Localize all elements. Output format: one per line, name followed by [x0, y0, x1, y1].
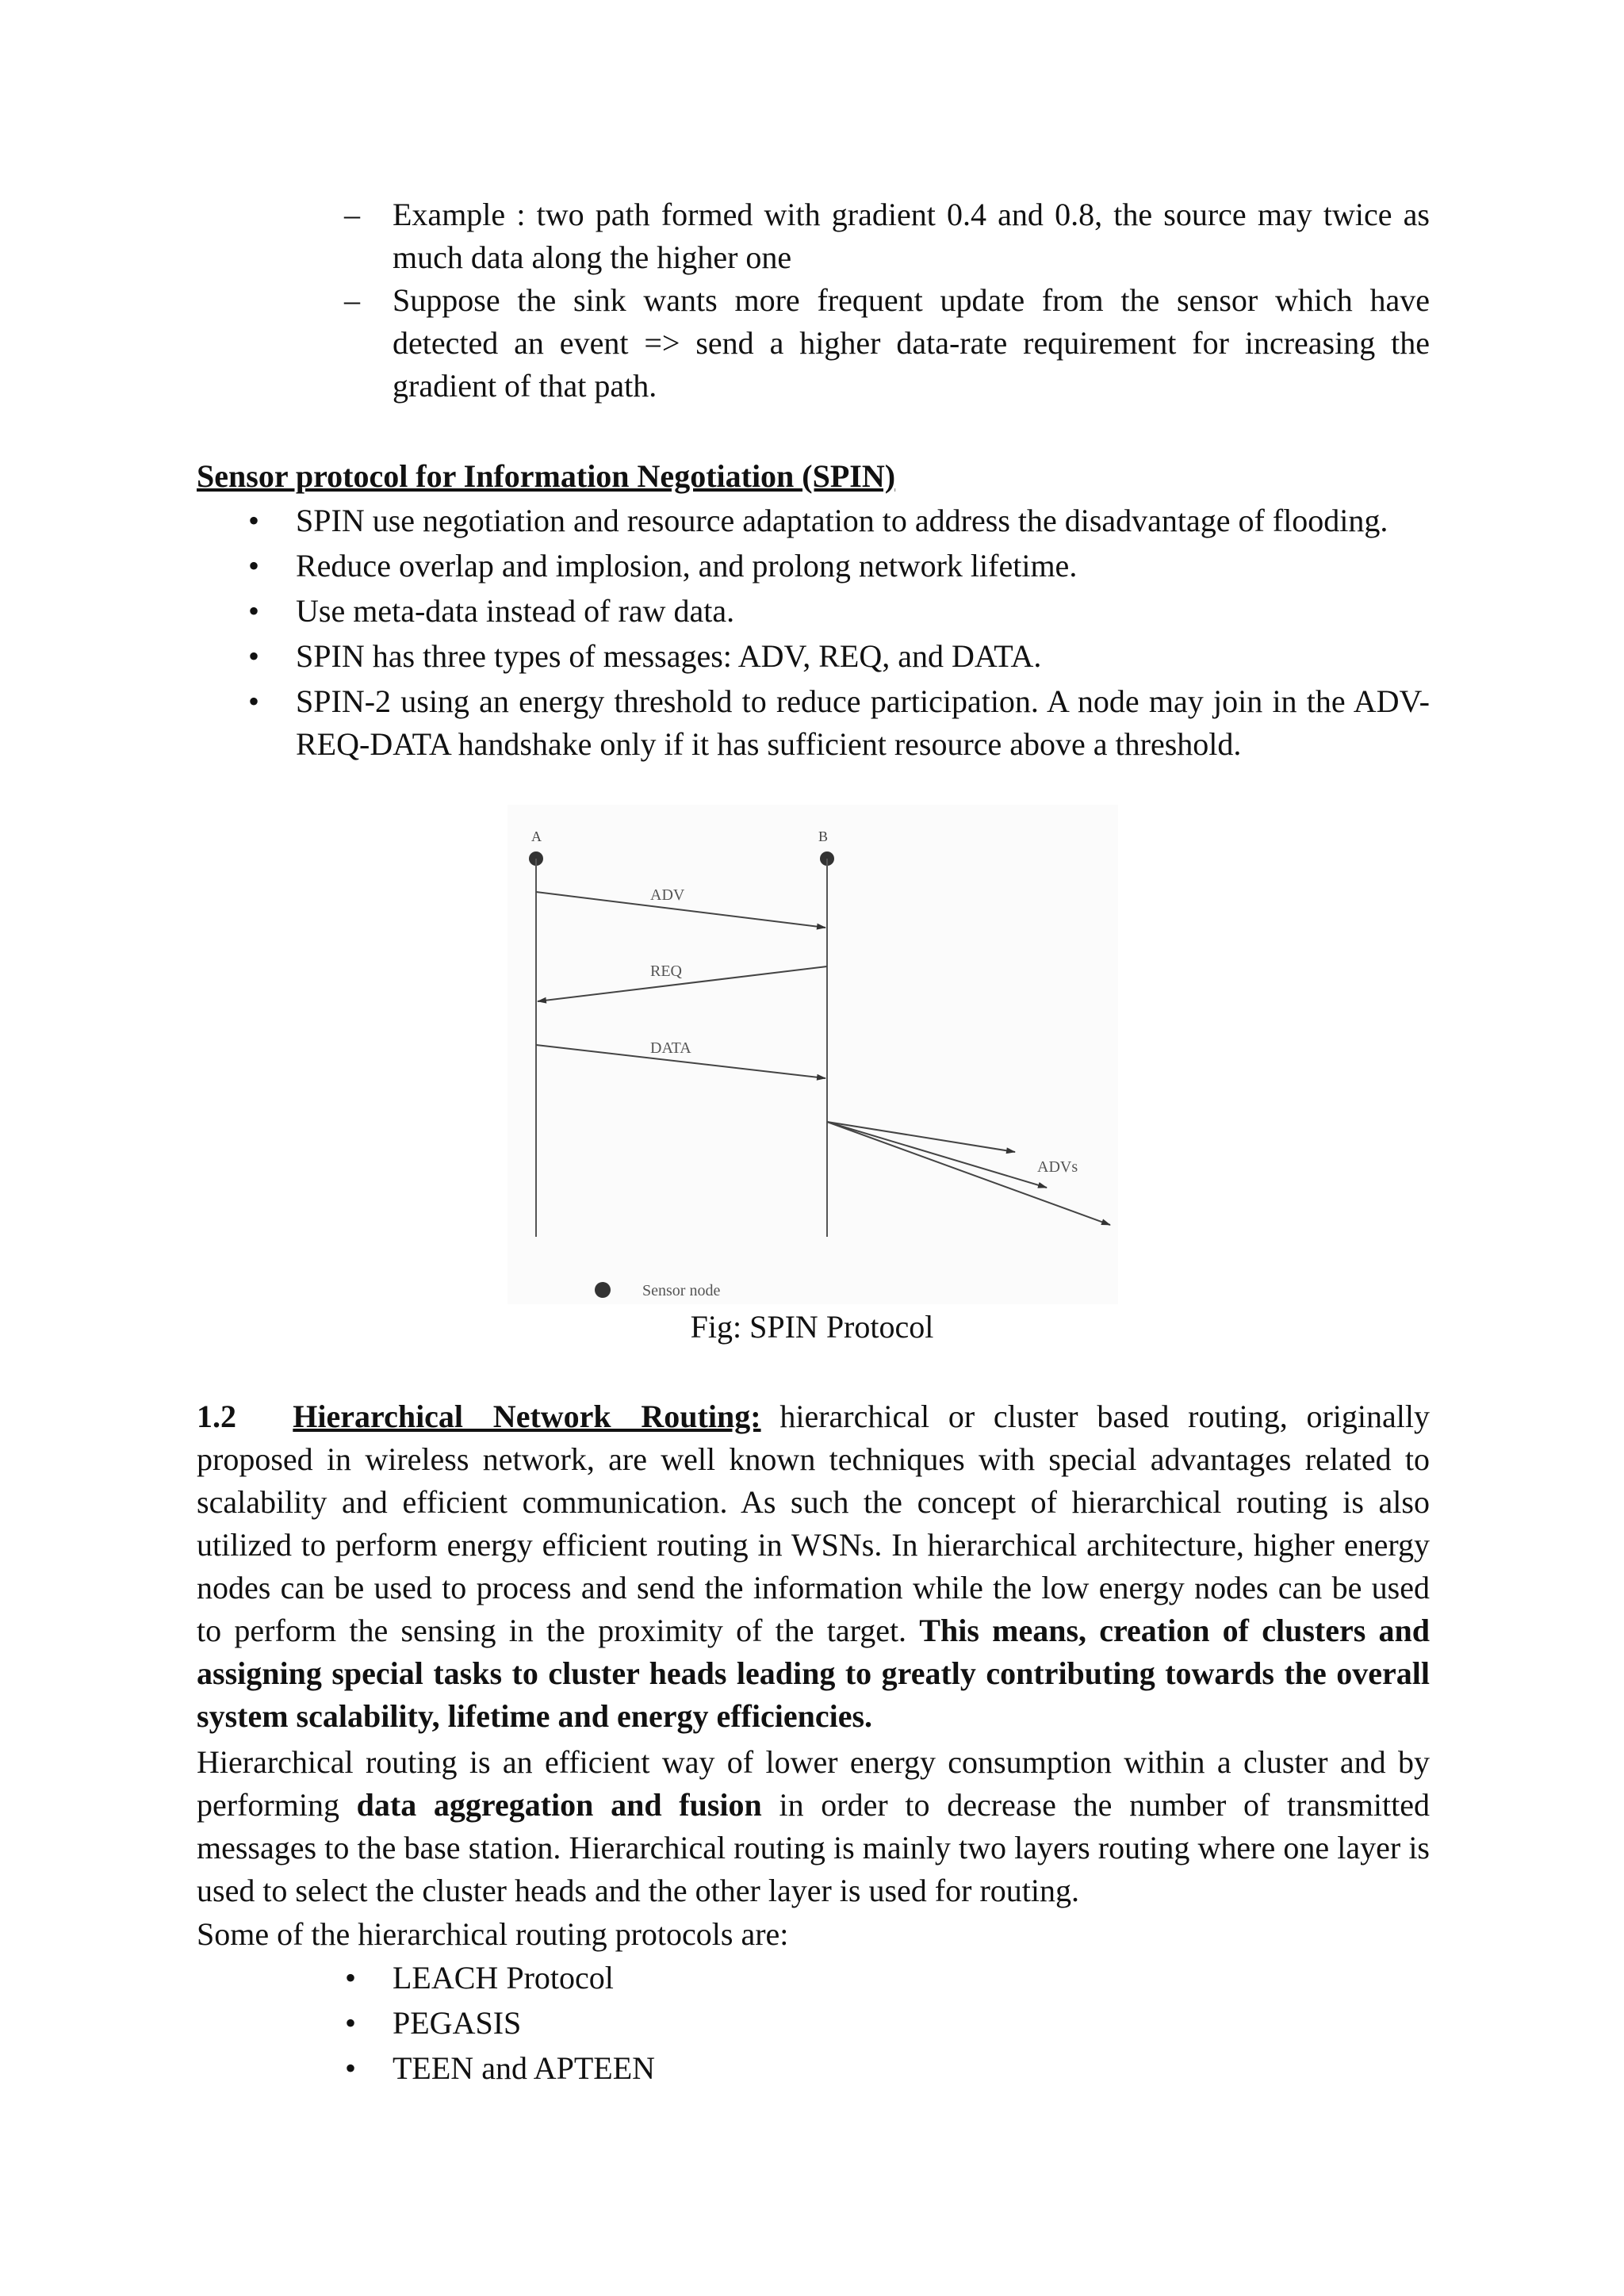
spin-bullet-text: SPIN use negotiation and resource adaptation to address the disadvantage of flooding.: [296, 503, 1388, 538]
spin-bullet-item: [238, 680, 1430, 766]
spin-bullet-item: [238, 635, 1430, 678]
spin-protocol-diagram: [508, 805, 1118, 1304]
protocol-item: [337, 1957, 655, 1999]
data-label: DATA: [650, 1039, 691, 1057]
req-arrow: [538, 966, 827, 1001]
dash-item: [337, 193, 1430, 279]
section-title: Hierarchical Network Routing:: [293, 1399, 761, 1434]
para2-before: Hierarchical routing is an efficient way of lower energy consumption within a cluster and by performing: [197, 1744, 1430, 1823]
figure-caption: Fig: SPIN Protocol: [690, 1309, 934, 1345]
advs-arrow-1: [827, 1122, 1015, 1152]
section-number: 1.2: [197, 1399, 236, 1434]
hierarchical-paragraph-2: [197, 1741, 1430, 1912]
dash-item-text: Suppose the sink wants more frequent update from the sensor which have detected an event => send a higher data-rate requirement for increasing the gradient of that path.: [393, 282, 1430, 404]
protocol-name: LEACH Protocol: [393, 1960, 614, 1996]
node-a-label: A: [531, 828, 542, 844]
dash-item: [337, 279, 1430, 408]
protocol-item: [337, 2047, 655, 2090]
advs-label: ADVs: [1037, 1158, 1078, 1176]
protocols-list: [337, 1957, 655, 2092]
node-b-label: B: [818, 828, 829, 844]
para2-after: in order to decrease the number of transmitted messages to the base station. Hierarchical routing is mainly two layers routing where one layer is used to select the cluster heads and the other layer is used for routing.: [197, 1787, 1431, 1908]
legend-label: Sensor node: [642, 1282, 721, 1299]
hierarchical-intro: hierarchical or cluster based routing, originally proposed in wireless network, are well known techniques with special advantages related to scalability and efficient communication. As such the concept of hierarchical routing is also utilized to perform energy efficient routing in WSNs. In hierarchical architecture, higher energy nodes can be used to process and send the information while the low energy nodes can be used to perform the sensing in the proximity of the target.: [197, 1399, 1430, 1648]
bullet-dot: •: [248, 638, 260, 674]
adv-label: ADV: [650, 886, 685, 904]
advs-arrow-2: [827, 1122, 1047, 1188]
spin-bullet-text: Reduce overlap and implosion, and prolong network lifetime.: [296, 548, 1078, 584]
bullet-dot: •: [345, 2050, 357, 2086]
protocols-intro: Some of the hierarchical routing protocols are:: [197, 1916, 789, 1952]
hierarchical-paragraph: [197, 1395, 1430, 1738]
bullet-dot: •: [345, 2005, 357, 2041]
dash-marker: –: [344, 197, 360, 232]
protocol-name: PEGASIS: [393, 2005, 522, 2041]
spin-bullet-item: [238, 545, 1430, 587]
spin-heading: Sensor protocol for Information Negotiation (SPIN): [197, 458, 896, 494]
dash-marker: –: [344, 282, 360, 318]
gradient-example-list: [337, 193, 1430, 408]
bullet-dot: •: [248, 503, 260, 538]
legend-node-dot: [595, 1282, 611, 1298]
protocol-name: TEEN and APTEEN: [393, 2050, 656, 2086]
hierarchical-bold-sentence: This means, creation of clusters and assigning special tasks to cluster heads leading to greatly contributing towards the overall system scalability, lifetime and energy efficiencies.: [197, 1613, 1430, 1734]
bullet-dot: •: [248, 683, 260, 719]
spin-bullet-text: SPIN-2 using an energy threshold to reduce participation. A node may join in the ADV-REQ-DATA handshake only if it has sufficient resource above a threshold.: [296, 683, 1430, 762]
spin-bullet-item: [238, 590, 1430, 633]
req-label: REQ: [650, 962, 682, 980]
spin-bullet-text: SPIN has three types of messages: ADV, REQ, and DATA.: [296, 638, 1042, 674]
dash-item-text: Example : two path formed with gradient 0.4 and 0.8, the source may twice as much data along the higher one: [393, 197, 1430, 275]
bullet-dot: •: [248, 548, 260, 584]
bullet-dot: •: [248, 593, 260, 629]
spin-bullet-text: Use meta-data instead of raw data.: [296, 593, 735, 629]
spin-bullet-item: [238, 499, 1430, 542]
bullet-dot: •: [345, 1960, 357, 1996]
spin-bullet-list: [238, 499, 1430, 768]
protocol-item: [337, 2002, 655, 2045]
para2-bold: data aggregation and fusion: [356, 1787, 762, 1823]
spin-diagram-svg: [508, 805, 1118, 1304]
